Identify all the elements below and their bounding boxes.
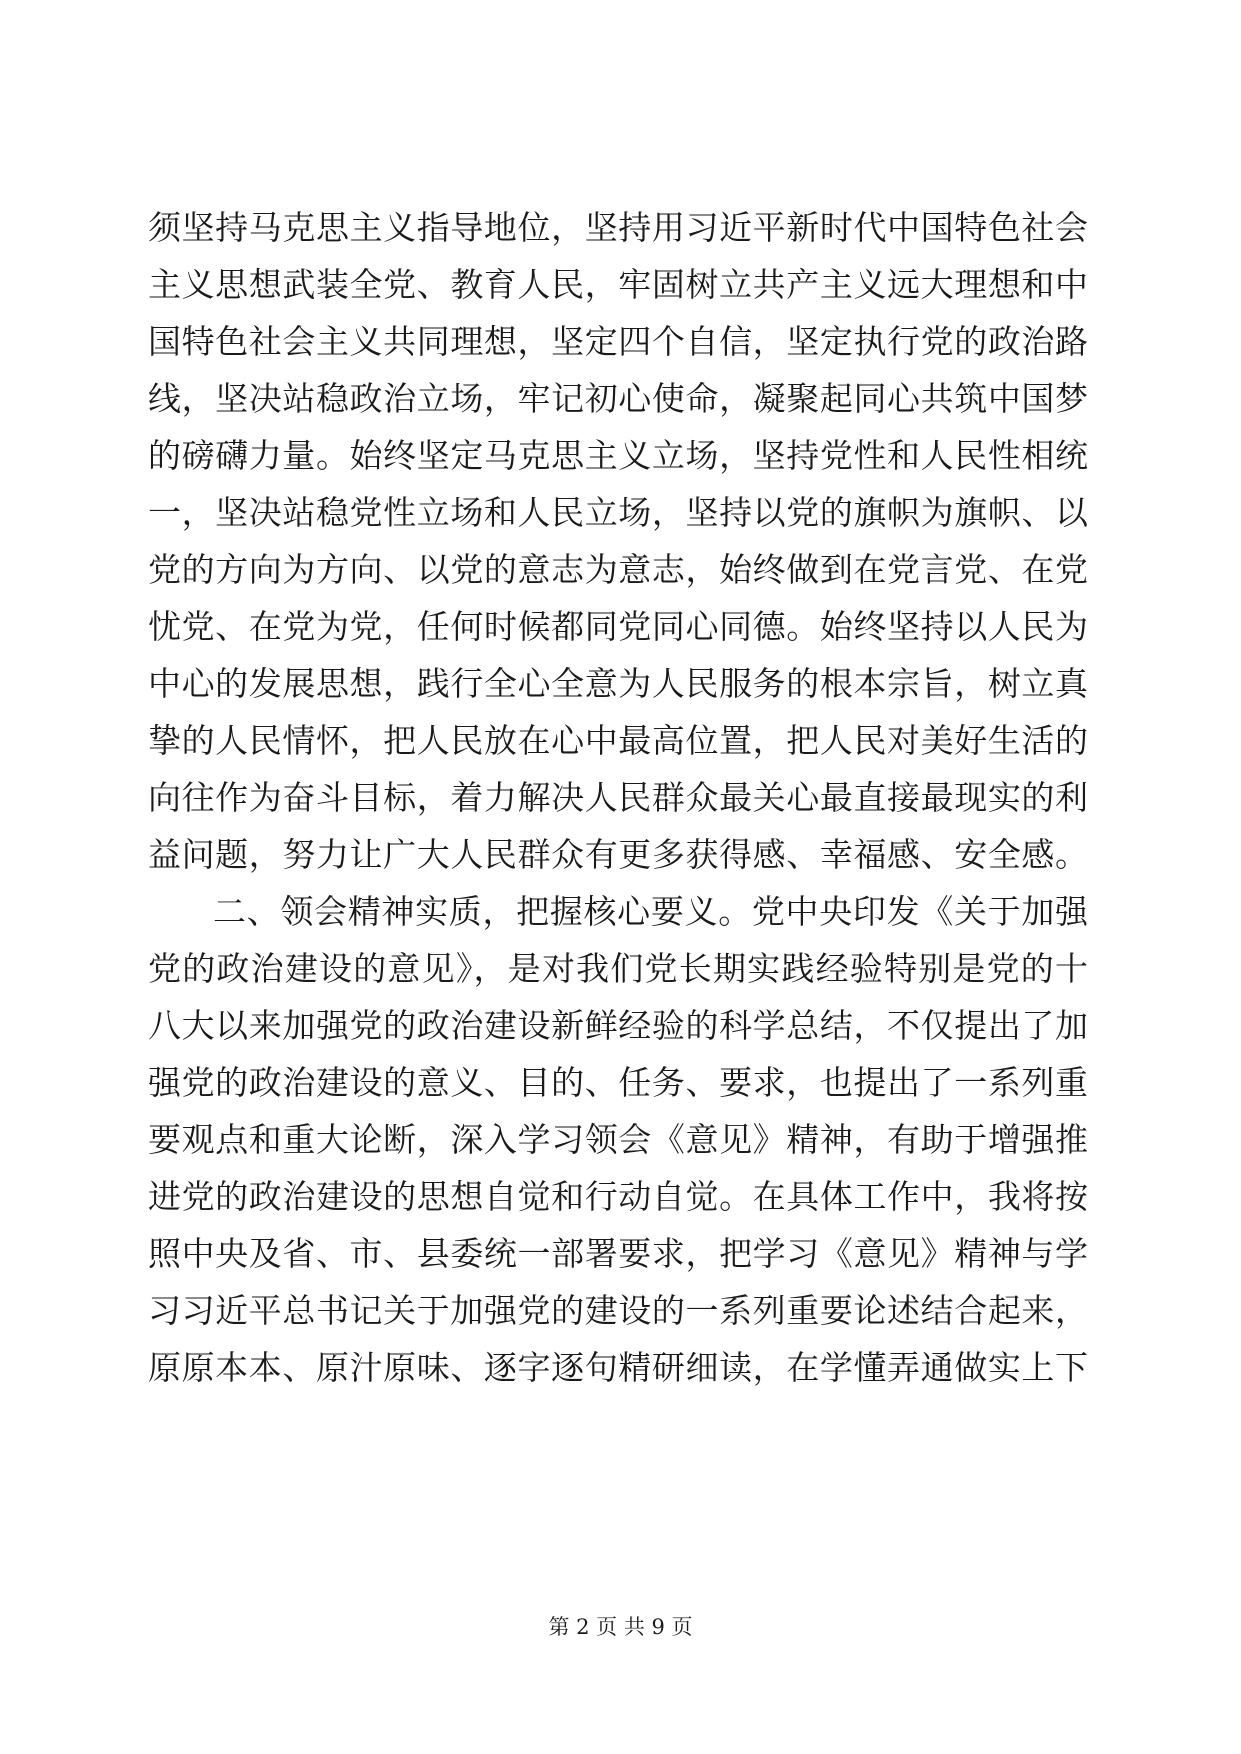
text-line: 八大以来加强党的政治建设新鲜经验的科学总结，不仅提出了加 <box>148 1006 1088 1045</box>
text-line: 照中央及省、市、县委统一部署要求，把学习《意见》精神与学 <box>148 1234 1088 1273</box>
text-line: 线，坚决站稳政治立场，牢记初心使命，凝聚起同心共筑中国梦 <box>148 379 1088 418</box>
text-line: 主义思想武装全党、教育人民，牢固树立共产主义远大理想和中 <box>148 265 1088 304</box>
text-line: 向往作为奋斗目标，着力解决人民群众最关心最直接最现实的利 <box>148 778 1088 817</box>
text-line: 一，坚决站稳党性立场和人民立场，坚持以党的旗帜为旗帜、以 <box>148 493 1088 532</box>
text-line: 的磅礴力量。始终坚定马克思主义立场，坚持党性和人民性相统 <box>148 436 1088 475</box>
text-line: 须坚持马克思主义指导地位，坚持用习近平新时代中国特色社会 <box>148 208 1088 247</box>
text-line: 挚的人民情怀，把人民放在心中最高位置，把人民对美好生活的 <box>148 721 1088 760</box>
text-line: 党的政治建设的意见》，是对我们党长期实践经验特别是党的十 <box>148 949 1088 988</box>
text-line: 要观点和重大论断，深入学习领会《意见》精神，有助于增强推 <box>148 1120 1088 1159</box>
text-line: 中心的发展思想，践行全心全意为人民服务的根本宗旨，树立真 <box>148 664 1088 703</box>
text-line: 原原本本、原汁原味、逐字逐句精研细读，在学懂弄通做实上下 <box>148 1348 1088 1387</box>
text-line: 强党的政治建设的意义、目的、任务、要求，也提出了一系列重 <box>148 1063 1088 1102</box>
paragraph-first-line: 二、领会精神实质，把握核心要义。党中央印发《关于加强 <box>213 892 1088 931</box>
text-line: 党的方向为方向、以党的意志为意志，始终做到在党言党、在党 <box>148 550 1088 589</box>
text-line: 进党的政治建设的思想自觉和行动自觉。在具体工作中，我将按 <box>148 1177 1088 1216</box>
text-line: 益问题，努力让广大人民群众有更多获得感、幸福感、安全感。 <box>148 835 1088 874</box>
text-line: 国特色社会主义共同理想，坚定四个自信，坚定执行党的政治路 <box>148 322 1088 361</box>
text-line: 习习近平总书记关于加强党的建设的一系列重要论述结合起来， <box>148 1291 1088 1330</box>
page-number-footer: 第 2 页 共 9 页 <box>548 1615 693 1639</box>
text-line: 忧党、在党为党，任何时候都同党同心同德。始终坚持以人民为 <box>148 607 1088 646</box>
